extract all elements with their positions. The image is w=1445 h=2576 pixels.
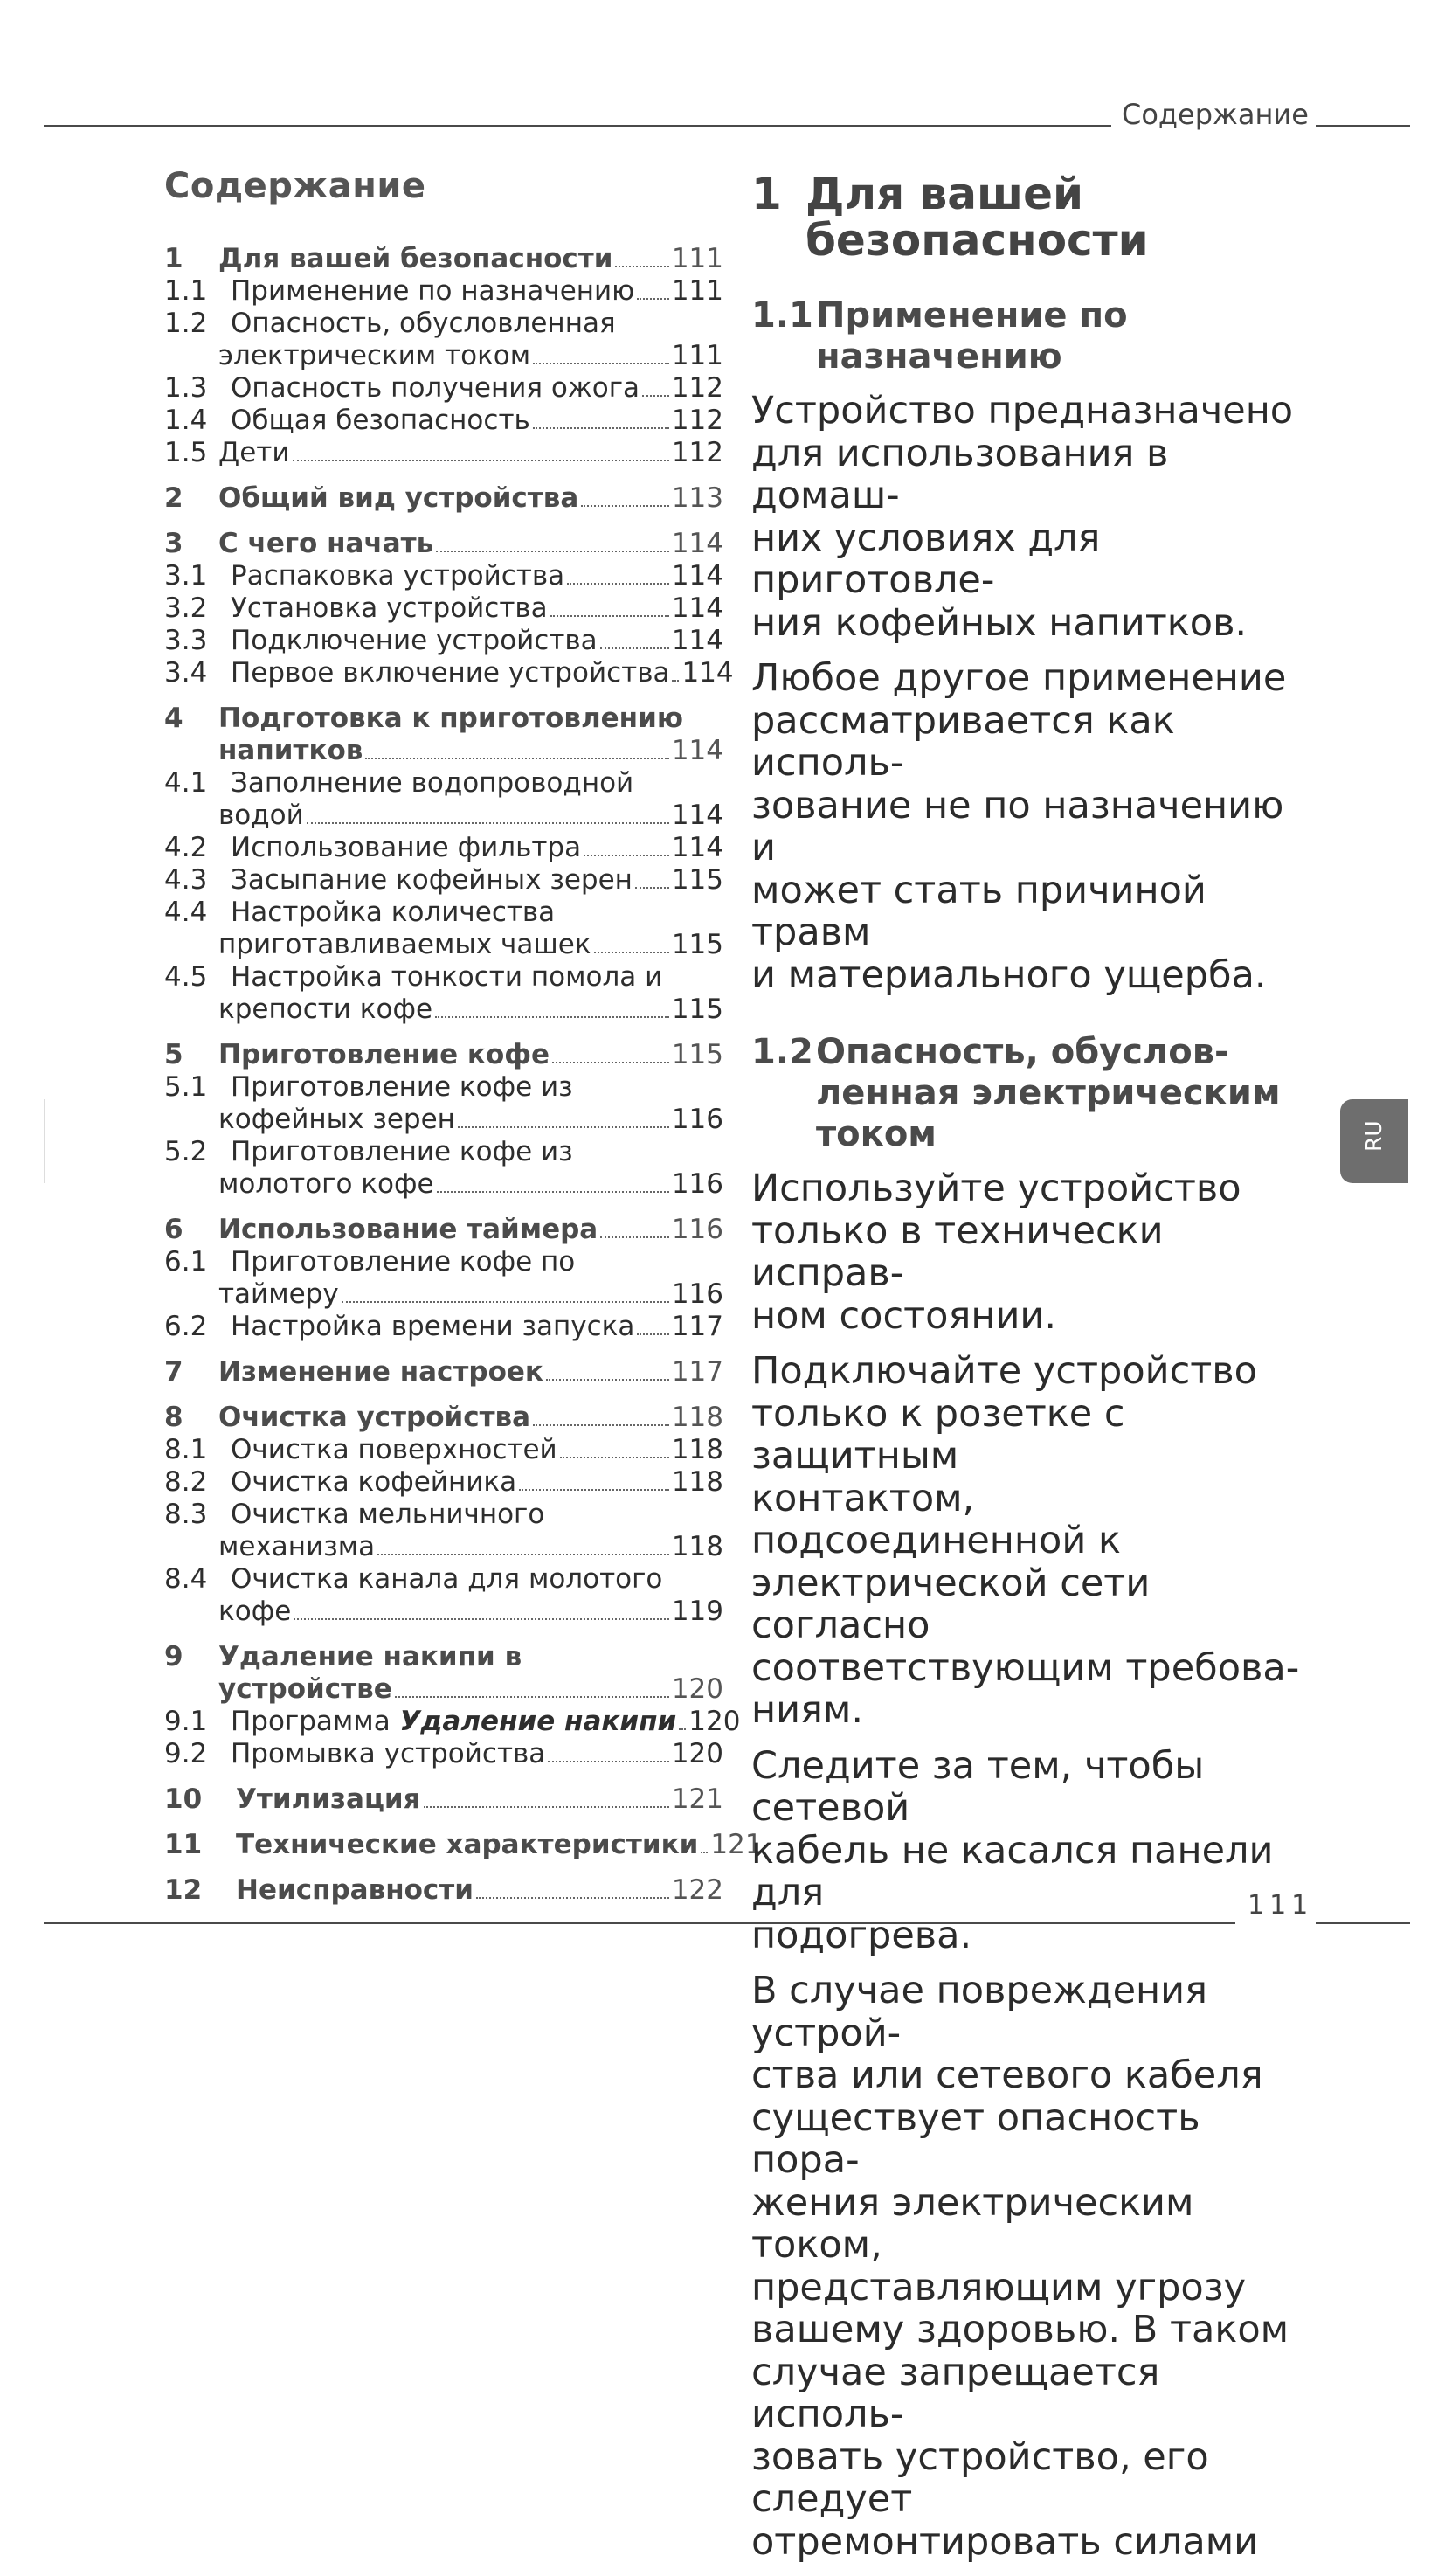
toc-entry-page: 114 [671, 832, 723, 863]
toc-entry-page: 111 [671, 340, 723, 371]
toc-entry[interactable] [164, 897, 723, 961]
toc-entry-title-first: Настройка количества [231, 897, 556, 928]
toc-entry[interactable] [164, 1434, 723, 1466]
toc-leader-dots [679, 1728, 686, 1730]
toc-entry-page: 114 [671, 560, 723, 592]
toc-entry-number: 9.1 [164, 1706, 208, 1737]
toc-entry-title-line [231, 592, 723, 625]
toc-entry-page: 115 [671, 864, 723, 896]
toc-leader-dots [567, 583, 669, 585]
section-title: Применение по назначению [816, 295, 1128, 377]
toc-leader-dots [395, 1696, 669, 1698]
toc-entry-title-line [218, 437, 723, 469]
toc-entry[interactable] [164, 1214, 723, 1246]
header-rule-right [1316, 125, 1410, 127]
body-paragraph: Устройство предназначено для использования в домаш- них условиях для приготовле- ния кофейных напитков. [751, 389, 1294, 645]
toc-entry-title-line [231, 1136, 723, 1168]
toc-entry-page: 114 [671, 592, 723, 624]
toc-entry-title-line [218, 929, 723, 961]
toc-entry-page: 117 [671, 1311, 723, 1342]
toc-entry-number: 9.2 [164, 1738, 208, 1769]
toc-entry-number: 6 [164, 1214, 183, 1245]
toc-entry-title: Подключение устройства [231, 625, 598, 656]
toc-entry[interactable] [164, 1136, 723, 1201]
toc-entry-number: 4.5 [164, 961, 208, 993]
toc-entry-number: 8.2 [164, 1466, 208, 1498]
toc-list [164, 243, 763, 1907]
toc-entry-title: Использование таймера [218, 1214, 598, 1245]
toc-leader-dots [436, 551, 669, 552]
toc-entry-page: 114 [671, 625, 723, 656]
toc-entry-title-first: Заполнение водопроводной [231, 767, 634, 799]
body-paragraph: Используйте устройство только в технически исправ- ном состоянии. [751, 1167, 1241, 1338]
toc-entry-title-line [218, 1596, 723, 1628]
toc-entry-page: 113 [671, 482, 723, 514]
toc-entry-title-line [231, 657, 734, 689]
toc-entry-page: 115 [671, 929, 723, 960]
toc-entry-title-line [231, 405, 723, 437]
toc-entry[interactable] [164, 482, 723, 515]
language-tab [1340, 1099, 1408, 1183]
toc-entry[interactable] [164, 832, 723, 864]
toc-entry-page: 121 [671, 1783, 723, 1815]
toc-entry-title-first: Приготовление кофе по [231, 1246, 576, 1278]
toc-entry[interactable] [164, 243, 723, 275]
toc-entry-title-line [231, 1434, 723, 1466]
toc-entry-title: Засыпание кофейных зерен [231, 864, 633, 896]
toc-entry[interactable] [164, 1039, 723, 1071]
section-number: 1.1 [751, 295, 813, 336]
toc-entry-title: Утилизация [236, 1783, 421, 1815]
toc-entry-title: Распаковка устройства [231, 560, 565, 592]
toc-entry-page: 121 [710, 1829, 763, 1860]
toc-leader-dots [635, 887, 669, 889]
toc-entry-number: 12 [164, 1874, 203, 1906]
toc-leader-dots [637, 1333, 668, 1335]
toc-entry-title: Очистка поверхностей [231, 1434, 557, 1465]
header-rule-left [44, 125, 1111, 127]
toc-entry-page: 114 [681, 657, 734, 689]
body-paragraph: В случае повреждения устрой- ства или сетевого кабеля существует опасность пора- жения электрическим током, представляющим угрозу вашему здоровью. В таком случае запрещается исполь- зовать устройство, его следует отремонтировать силами [751, 1969, 1289, 2564]
toc-entry-title: Установка устройства [231, 592, 548, 624]
toc-entry-title-line [218, 703, 723, 735]
toc-entry[interactable] [164, 625, 723, 657]
toc-entry-title-line [218, 1104, 723, 1136]
toc-entry-title: таймеру [218, 1278, 339, 1310]
toc-entry-title: Настройка времени запуска [231, 1311, 635, 1342]
toc-entry-page: 122 [671, 1874, 723, 1906]
page-number: 111 [1248, 1890, 1314, 1921]
toc-entry-number: 1.1 [164, 275, 208, 307]
toc-entry-title: Общая безопасность [231, 405, 530, 436]
toc-entry[interactable] [164, 1706, 741, 1738]
toc-entry-title: напитков [218, 735, 363, 766]
toc-leader-dots [701, 1852, 708, 1853]
toc-entry-title-emphasis: Удаление накипи [390, 1706, 677, 1737]
toc-entry-title: Использование фильтра [231, 832, 582, 863]
toc-entry-number: 4.1 [164, 767, 208, 799]
toc-entry-number: 1 [164, 243, 183, 274]
toc-entry-title: электрическим током [218, 340, 531, 371]
toc-entry-title: Технические характеристики [236, 1829, 699, 1860]
toc-entry-title: кофе [218, 1596, 292, 1627]
toc-entry[interactable] [164, 1499, 723, 1563]
toc-entry-title-line [218, 482, 723, 515]
toc-leader-dots [637, 298, 669, 300]
toc-entry[interactable] [164, 308, 723, 372]
toc-entry-title-line [231, 372, 723, 405]
toc-leader-dots [600, 647, 669, 649]
toc-entry[interactable] [164, 1563, 723, 1628]
toc-entry-number: 8.1 [164, 1434, 208, 1465]
toc-entry-title: Дети [218, 437, 290, 468]
toc-leader-dots [594, 952, 669, 953]
toc-entry[interactable] [164, 1246, 723, 1311]
body-paragraph: Подключайте устройство только к розетке с защитным контактом, подсоединенной к электрической сети согласно соответствующим требова- ниям. [751, 1349, 1300, 1732]
toc-leader-dots [476, 1897, 669, 1899]
toc-entry-page: 114 [671, 528, 723, 559]
toc-entry-page: 115 [671, 994, 723, 1025]
toc-entry-title-line [231, 1246, 723, 1278]
toc-entry-page: 120 [671, 1673, 723, 1705]
toc-entry-page: 116 [671, 1168, 723, 1200]
toc-entry-title: С чего начать [218, 528, 434, 559]
footer-rule-right [1316, 1922, 1410, 1924]
toc-entry-title-line [231, 1071, 723, 1104]
toc-entry-title-line [231, 897, 723, 929]
toc-entry-title-line [231, 625, 723, 657]
toc-entry-number: 3.4 [164, 657, 208, 689]
toc-entry-number: 2 [164, 482, 183, 514]
section-number: 1.2 [751, 1032, 813, 1072]
toc-entry-page: 119 [671, 1596, 723, 1627]
toc-leader-dots [615, 266, 668, 267]
toc-entry-title-first: Приготовление кофе из [231, 1071, 573, 1103]
toc-entry[interactable] [164, 405, 723, 437]
toc-entry-title-line [236, 1829, 763, 1861]
toc-entry-title-line [231, 1738, 723, 1770]
toc-entry-title-first: Настройка тонкости помола и [231, 961, 663, 993]
toc-entry-title-line [231, 767, 723, 800]
toc-entry[interactable] [164, 1738, 723, 1770]
toc-entry-number: 1.3 [164, 372, 208, 404]
section-title: Опасность, обуслов- ленная электрическим током [816, 1032, 1281, 1154]
toc-entry-title-line [231, 1466, 723, 1499]
toc-entry-number: 8.4 [164, 1563, 208, 1595]
toc-entry[interactable] [164, 1402, 723, 1434]
toc-entry-page: 118 [671, 1531, 723, 1562]
toc-leader-dots [560, 1457, 669, 1458]
toc-entry-title: Для вашей безопасности [218, 243, 613, 274]
toc-entry[interactable] [164, 1356, 723, 1388]
toc-leader-dots [342, 1301, 669, 1303]
running-header-title: Содержание [1122, 98, 1309, 131]
toc-entry[interactable] [164, 961, 723, 1026]
toc-entry-title-line [231, 308, 723, 340]
toc-leader-dots [552, 1062, 669, 1063]
toc-entry-title-line [218, 528, 723, 560]
toc-entry-title: Программа [231, 1706, 391, 1737]
toc-entry-number: 6.1 [164, 1246, 208, 1278]
table-of-contents [164, 166, 763, 1907]
toc-entry-title-line [218, 994, 723, 1026]
toc-entry-title: Промывка устройства [231, 1738, 546, 1769]
toc-leader-dots [365, 758, 668, 759]
toc-leader-dots [533, 1424, 669, 1426]
toc-leader-dots [437, 1191, 669, 1193]
toc-entry-title-line [218, 1168, 723, 1201]
toc-leader-dots [377, 1554, 669, 1555]
toc-entry-page: 116 [671, 1278, 723, 1310]
toc-entry-title-line [231, 1311, 723, 1343]
toc-entry-title-line [218, 1039, 723, 1071]
toc-entry-title-first: Удаление накипи в [218, 1641, 522, 1672]
toc-leader-dots [600, 1236, 669, 1238]
toc-entry-title: крепости кофе [218, 994, 433, 1025]
toc-entry-title-line [218, 1278, 723, 1311]
toc-entry-page: 112 [671, 372, 723, 404]
toc-entry-page: 118 [671, 1466, 723, 1498]
toc-entry-title-line [236, 1874, 723, 1907]
toc-entry-page: 111 [671, 243, 723, 274]
toc-entry-number: 11 [164, 1829, 203, 1860]
toc-leader-dots [307, 822, 669, 824]
chapter-number: 1 [751, 169, 782, 219]
toc-entry-page: 112 [671, 437, 723, 468]
toc-entry-title-first: Очистка канала для молотого [231, 1563, 663, 1595]
toc-entry-title-line [231, 1706, 741, 1738]
toc-entry-number: 10 [164, 1783, 203, 1815]
toc-entry-title-line [218, 1402, 723, 1434]
toc-entry-title: Опасность получения ожога [231, 372, 640, 404]
toc-entry-title-line [218, 800, 723, 832]
toc-entry[interactable] [164, 1874, 723, 1907]
toc-entry-number: 5.2 [164, 1136, 208, 1167]
margin-mark [44, 1099, 45, 1183]
toc-entry-title-line [218, 243, 723, 275]
toc-entry[interactable] [164, 437, 723, 469]
toc-entry-title: водой [218, 800, 304, 831]
toc-entry-number: 4.4 [164, 897, 208, 928]
section-heading [751, 1032, 1319, 1155]
toc-leader-dots [294, 1618, 669, 1620]
toc-leader-dots [672, 680, 679, 682]
toc-entry-title: молотого кофе [218, 1168, 434, 1200]
toc-entry-title-line [231, 1563, 723, 1596]
toc-entry-title-line [218, 1673, 723, 1706]
toc-entry-page: 118 [671, 1434, 723, 1465]
toc-entry-title-line [218, 735, 723, 767]
toc-leader-dots [581, 505, 669, 507]
toc-entry[interactable] [164, 657, 734, 689]
toc-entry-title-line [218, 340, 723, 372]
section-heading [751, 295, 1319, 377]
toc-entry[interactable] [164, 372, 723, 405]
toc-entry-title: Очистка кофейника [231, 1466, 517, 1498]
toc-entry-title-line [231, 275, 723, 308]
toc-entry[interactable] [164, 1466, 723, 1499]
toc-entry-number: 3.3 [164, 625, 208, 656]
toc-entry[interactable] [164, 592, 723, 625]
toc-entry-title-first: Очистка мельничного [231, 1499, 545, 1530]
toc-entry-title-first: Подготовка к приготовлению [218, 703, 683, 734]
toc-entry-number: 3 [164, 528, 183, 559]
toc-entry[interactable] [164, 864, 723, 897]
toc-leader-dots [519, 1489, 669, 1491]
body-paragraph: Следите за тем, чтобы сетевой кабель не касался панели для подогрева. [751, 1743, 1274, 1957]
toc-entry-title: Общий вид устройства [218, 482, 579, 514]
toc-entry-number: 8 [164, 1402, 183, 1433]
toc-entry-title: Приготовление кофе [218, 1039, 550, 1070]
toc-entry-number: 8.3 [164, 1499, 208, 1530]
toc-entry[interactable] [164, 275, 723, 308]
toc-entry-title-first: Приготовление кофе из [231, 1136, 573, 1167]
toc-entry-page: 115 [671, 1039, 723, 1070]
sections [751, 295, 1319, 2563]
toc-entry-number: 1.5 [164, 437, 208, 468]
toc-entry-page: 116 [671, 1214, 723, 1245]
toc-leader-dots [458, 1126, 669, 1128]
main-content [751, 171, 1319, 2576]
toc-entry-title: устройстве [218, 1673, 392, 1705]
toc-entry-page: 111 [671, 275, 723, 307]
toc-entry[interactable] [164, 767, 723, 832]
toc-entry-title-first: Опасность, обусловленная [231, 308, 616, 339]
language-tab-label: RU [1361, 1120, 1386, 1152]
toc-entry-number: 4.3 [164, 864, 208, 896]
toc-entry-number: 3.1 [164, 560, 208, 592]
toc-entry-number: 5.1 [164, 1071, 208, 1103]
toc-entry-title: Изменение настроек [218, 1356, 543, 1388]
toc-entry-title-line [231, 1499, 723, 1531]
toc-entry-title: кофейных зерен [218, 1104, 455, 1135]
toc-entry[interactable] [164, 1783, 723, 1816]
toc-entry-number: 9 [164, 1641, 183, 1672]
toc-entry-page: 116 [671, 1104, 723, 1135]
toc-leader-dots [533, 363, 669, 364]
toc-entry-title-line [218, 1641, 723, 1673]
toc-entry-title: приготавливаемых чашек [218, 929, 591, 960]
toc-entry-title-line [231, 864, 723, 897]
toc-leader-dots [584, 855, 669, 856]
toc-entry-page: 117 [671, 1356, 723, 1388]
toc-entry-title: Первое включение устройства [231, 657, 670, 689]
toc-leader-dots [546, 1379, 669, 1381]
toc-entry-title-line [231, 560, 723, 592]
toc-leader-dots [548, 1761, 669, 1762]
toc-entry-page: 114 [671, 735, 723, 766]
toc-leader-dots [424, 1806, 669, 1808]
toc-entry-page: 114 [671, 800, 723, 831]
toc-leader-dots [435, 1016, 669, 1018]
toc-leader-dots [293, 460, 669, 461]
toc-entry-title: Применение по назначению [231, 275, 635, 307]
toc-entry-title-line [218, 1356, 723, 1388]
toc-entry-title-line [236, 1783, 723, 1816]
toc-entry-number: 6.2 [164, 1311, 208, 1342]
toc-entry-page: 120 [671, 1738, 723, 1769]
toc-entry-title: Неисправности [236, 1874, 474, 1906]
toc-entry-number: 1.2 [164, 308, 208, 339]
toc-title: Содержание [164, 166, 426, 206]
chapter-heading [751, 171, 1319, 264]
toc-leader-dots [550, 615, 669, 617]
toc-entry[interactable] [164, 703, 723, 767]
toc-entry-title-line [218, 1214, 723, 1246]
toc-leader-dots [533, 427, 669, 429]
toc-entry[interactable] [164, 1311, 723, 1343]
toc-entry-page: 118 [671, 1402, 723, 1433]
toc-entry-number: 3.2 [164, 592, 208, 624]
toc-entry-number: 7 [164, 1356, 183, 1388]
toc-entry-title-line [218, 1531, 723, 1563]
toc-entry-title-line [231, 961, 723, 994]
toc-entry[interactable] [164, 528, 723, 560]
toc-entry-page: 120 [688, 1706, 741, 1737]
toc-entry-number: 4 [164, 703, 183, 734]
toc-entry[interactable] [164, 1641, 723, 1706]
toc-entry-title: механизма [218, 1531, 376, 1562]
toc-leader-dots [642, 395, 669, 397]
toc-entry[interactable] [164, 560, 723, 592]
toc-entry-number: 4.2 [164, 832, 208, 863]
chapter-title: Для вашей безопасности [805, 169, 1149, 266]
toc-entry-number: 5 [164, 1039, 183, 1070]
toc-entry-title: Очистка устройства [218, 1402, 531, 1433]
toc-entry-page: 112 [671, 405, 723, 436]
toc-entry[interactable] [164, 1071, 723, 1136]
toc-entry[interactable] [164, 1829, 763, 1861]
body-paragraph: Любое другое применение рассматривается как исполь- зование не по назначению и может стать причиной травм и материального ущерба. [751, 656, 1287, 997]
toc-entry-number: 1.4 [164, 405, 208, 436]
toc-entry-title-line [231, 832, 723, 864]
